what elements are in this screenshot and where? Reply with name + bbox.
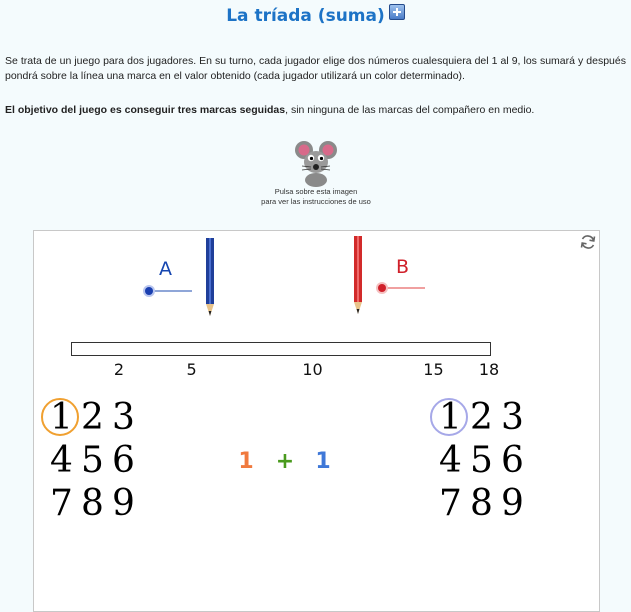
right-number-grid[interactable] bbox=[435, 396, 528, 525]
goal-bold-text: El objetivo del juego es conseguir tres marcas seguidas bbox=[5, 104, 286, 116]
left-grid-number-2[interactable]: 2 bbox=[81, 397, 104, 438]
right-grid-number-5[interactable]: 5 bbox=[470, 440, 493, 481]
right-grid-number-3[interactable]: 3 bbox=[501, 397, 524, 438]
right-grid-row bbox=[435, 439, 528, 482]
goal-paragraph bbox=[5, 104, 626, 116]
left-grid-row bbox=[46, 396, 139, 439]
goal-rest-text: , sin ninguna de las marcas del compañero en medio. bbox=[285, 104, 535, 116]
sum-expression bbox=[238, 449, 331, 479]
player-a-pencil-icon bbox=[205, 238, 215, 318]
right-grid-number-6[interactable]: 6 bbox=[501, 440, 524, 481]
sum-right-value: 1 bbox=[315, 449, 331, 474]
player-b-slider-handle[interactable] bbox=[378, 284, 386, 292]
right-grid-row bbox=[435, 482, 528, 525]
number-line-tick-10: 10 bbox=[302, 360, 323, 379]
refresh-icon[interactable] bbox=[579, 233, 597, 251]
page-title-text: La tríada (suma) bbox=[226, 6, 385, 26]
number-line-tick-15: 15 bbox=[423, 360, 444, 379]
plus-square-icon[interactable] bbox=[389, 4, 405, 20]
player-a-slider-handle[interactable] bbox=[145, 287, 153, 295]
mouse-icon[interactable] bbox=[294, 140, 338, 188]
left-grid-number-3[interactable]: 3 bbox=[112, 397, 135, 438]
sum-left-value: 1 bbox=[238, 449, 254, 474]
number-line-tick-2: 2 bbox=[113, 360, 125, 379]
left-number-grid[interactable] bbox=[46, 396, 139, 525]
left-grid-row bbox=[46, 482, 139, 525]
left-grid-row bbox=[46, 439, 139, 482]
help-caption-line-2: para ver las instrucciones de uso bbox=[261, 197, 371, 206]
player-a-label: A bbox=[159, 258, 172, 280]
left-grid-number-7[interactable]: 7 bbox=[50, 483, 73, 524]
player-b-slider-track[interactable] bbox=[384, 287, 425, 289]
right-grid-row bbox=[435, 396, 528, 439]
help-caption-line-1: Pulsa sobre esta imagen bbox=[274, 187, 358, 196]
left-grid-number-6[interactable]: 6 bbox=[112, 440, 135, 481]
number-line-tick-5: 5 bbox=[186, 360, 197, 379]
sum-operator: + bbox=[275, 449, 295, 474]
left-grid-number-4[interactable]: 4 bbox=[50, 440, 73, 481]
number-line[interactable] bbox=[71, 342, 491, 356]
player-b-label: B bbox=[396, 256, 410, 278]
help-block[interactable] bbox=[246, 140, 386, 207]
left-grid-number-1[interactable]: 1 bbox=[46, 396, 77, 439]
left-grid-number-9[interactable]: 9 bbox=[112, 483, 135, 524]
player-b-pencil-icon bbox=[353, 236, 363, 316]
right-grid-number-2[interactable]: 2 bbox=[470, 397, 493, 438]
left-grid-number-8[interactable]: 8 bbox=[81, 483, 104, 524]
player-a-slider-track[interactable] bbox=[150, 290, 192, 292]
number-line-tick-18: 18 bbox=[478, 360, 500, 379]
right-grid-number-8[interactable]: 8 bbox=[470, 483, 493, 524]
intro-paragraph: Se trata de un juego para dos jugadores. En su turno, cada jugador elige dos números cualesquiera del 1 al 9, los sumará y después pondrá sobre la línea una marca en el valor obtenido (cada jugador utilizará un color determinado). bbox=[5, 55, 626, 82]
page-title bbox=[0, 4, 631, 26]
left-grid-number-5[interactable]: 5 bbox=[81, 440, 104, 481]
right-grid-number-1[interactable]: 1 bbox=[435, 396, 466, 439]
game-applet[interactable] bbox=[33, 230, 600, 612]
right-grid-number-9[interactable]: 9 bbox=[501, 483, 524, 524]
right-grid-number-4[interactable]: 4 bbox=[439, 440, 462, 481]
right-grid-number-7[interactable]: 7 bbox=[439, 483, 462, 524]
help-caption bbox=[246, 187, 386, 207]
